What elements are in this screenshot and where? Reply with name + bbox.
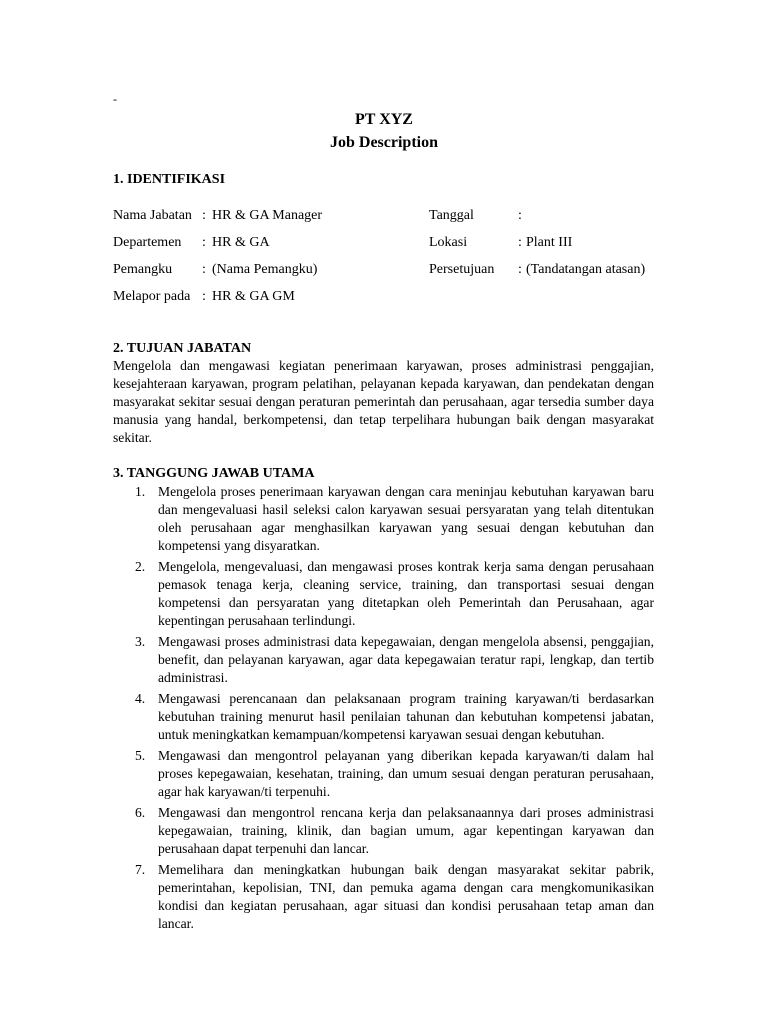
field-value: (Nama Pemangku): [212, 262, 318, 277]
list-item: [113, 558, 654, 630]
item-number: 7.: [135, 862, 146, 877]
item-text: Mengawasi dan mengontrol pelayanan yang diberikan kepada karyawan/ti dalam hal proses kepegawaian, kesehatan, training, dan umum sesuai dengan peraturan perusahaan, agar hak karyawan/ti terpenuhi.: [158, 748, 654, 799]
identification-row: [113, 261, 673, 279]
item-number: 1.: [135, 484, 146, 499]
list-item: [113, 747, 654, 801]
field-colon: :: [518, 262, 522, 277]
item-number: 4.: [135, 691, 146, 706]
section-heading-tujuan: 2. TUJUAN JABATAN: [113, 341, 252, 356]
field-colon: :: [202, 235, 206, 250]
field-label: Melapor pada: [113, 289, 191, 304]
item-text: Mengelola, mengevaluasi, dan mengawasi proses kontrak kerja sama dengan perusahaan pemasok tenaga kerja, cleaning service, training, dan transportasi sesuai dengan kompetensi dan persyaratan yang ditetapkan oleh Pemerintah dan Perusahaan, agar kepentingan perusahaan terlindungi.: [158, 559, 654, 628]
field-label: Departemen: [113, 235, 182, 250]
purpose-paragraph: Mengelola dan mengawasi kegiatan penerimaan karyawan, proses administrasi penggajian, kesejahteraan karyawan, program pelatihan, pelayanan kepada karyawan, dan pendekatan dengan masyarakat sekitar sesuai dengan peraturan pemerintah dan perusahaan, agar tersedia sumber daya manusia yang handal, berkompetensi, dan tetap terpelihara hubungan baik dengan masyarakat sekitar.: [113, 358, 654, 445]
field-value: Plant III: [526, 235, 573, 250]
document-title: Job Description: [330, 134, 438, 151]
responsibilities-list: [113, 483, 654, 936]
field-label: Lokasi: [429, 235, 468, 250]
field-value: (Tandatangan atasan): [526, 262, 646, 277]
field-label: Nama Jabatan: [113, 208, 192, 223]
item-number: 3.: [135, 634, 146, 649]
item-number: 5.: [135, 748, 146, 763]
page-mark: -: [113, 92, 117, 106]
field-colon: :: [202, 208, 206, 223]
list-item: [113, 483, 654, 555]
field-value: HR & GA: [212, 235, 270, 250]
item-text: Mengelola proses penerimaan karyawan dengan cara meninjau kebutuhan karyawan baru dan mengevaluasi hasil seleksi calon karyawan sesuai persyaratan yang telah ditentukan oleh perusahaan agar menghasilkan karyawan yang sesuai dengan kebutuhan dan kompetensi yang disyaratkan.: [158, 484, 654, 553]
company-name: PT XYZ: [355, 111, 413, 128]
identification-row: [113, 207, 673, 225]
item-text: Mengawasi perencanaan dan pelaksanaan program training karyawan/ti berdasarkan kebutuhan training menurut hasil penilaian tahunan dan kebutuhan kompetensi jabatan, untuk meningkatkan kemampuan/kompetensi karyawan sesuai dengan kebutuhan.: [158, 691, 654, 742]
item-number: 6.: [135, 805, 146, 820]
list-item: [113, 633, 654, 687]
field-value: HR & GA GM: [212, 289, 295, 304]
identification-row: [113, 288, 673, 306]
item-text: Memelihara dan meningkatkan hubungan baik dengan masyarakat sekitar pabrik, pemerintahan, kepolisian, TNI, dan pemuka agama dengan cara mengkomunikasikan kondisi dan kegiatan perusahaan, agar situasi dan kondisi perusahaan tetap aman dan lancar.: [158, 862, 654, 931]
field-colon: :: [202, 262, 206, 277]
field-label: Persetujuan: [429, 262, 495, 277]
identification-row: [113, 234, 673, 252]
field-value: HR & GA Manager: [212, 208, 323, 223]
item-text: Mengawasi dan mengontrol rencana kerja dan pelaksanaannya dari proses administrasi kepegawaian, training, klinik, dan bagian umum, agar kepentingan karyawan dan perusahaan dapat terpenuhi dan lancar.: [158, 805, 654, 856]
field-label: Pemangku: [113, 262, 173, 277]
item-text: Mengawasi proses administrasi data kepegawaian, dengan mengelola absensi, penggajian, benefit, dan pelayanan karyawan, agar data kepegawaian teratur rapi, lengkap, dan tertib administrasi.: [158, 634, 654, 685]
item-number: 2.: [135, 559, 146, 574]
list-item: [113, 861, 654, 933]
section-heading-identifikasi: 1. IDENTIFIKASI: [113, 172, 226, 187]
field-label: Tanggal: [429, 208, 474, 223]
field-colon: :: [518, 235, 522, 250]
field-colon: :: [518, 208, 522, 223]
list-item: [113, 690, 654, 744]
list-item: [113, 804, 654, 858]
field-colon: :: [202, 289, 206, 304]
section-heading-tanggung-jawab: 3. TANGGUNG JAWAB UTAMA: [113, 466, 315, 481]
